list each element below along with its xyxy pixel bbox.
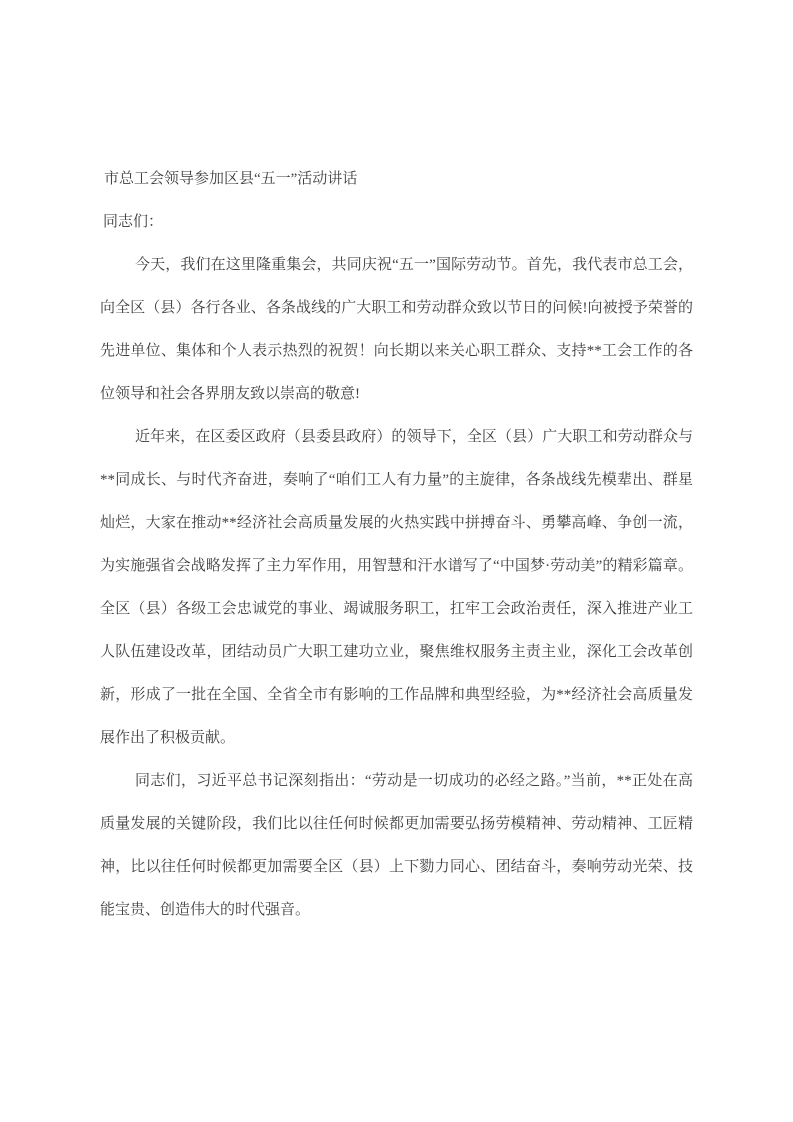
paragraph-3: 同志们，习近平总书记深刻指出：“劳动是一切成功的必经之路。”当前，**正处在高质量发展的关键阶段，我们比以往任何时候都更加需要弘扬劳模精神、劳动精神、工匠精神，比以往任何时候都更加需要全区（县）上下勠力同心、团结奋斗，奏响劳动光荣、技能宝贵、创造伟大的时代强音。 xyxy=(100,773,693,918)
paragraph-1: 今天，我们在这里隆重集会，共同庆祝“五一”国际劳动节。首先，我代表市总工会，向全区（县）各行各业、各条战线的广大职工和劳动群众致以节日的问候!向被授予荣誉的先进单位、集体和个人表示热烈的祝贺！向长期以来关心职工群众、支持**工会工作的各位领导和社会各界朋友致以崇高的敬意! xyxy=(100,257,693,402)
salutation: 同志们： xyxy=(103,214,164,230)
document-content xyxy=(100,158,693,932)
paragraph-2: 近年来，在区委区政府（县委县政府）的领导下，全区（县）广大职工和劳动群众与**同成长、与时代齐奋进，奏响了“咱们工人有力量”的主旋律，各条战线先模辈出、群星灿烂，大家在推动**经济社会高质量发展的火热实践中拼搏奋斗、勇攀高峰、争创一流，为实施强省会战略发挥了主力军作用，用智慧和汗水谱写了“中国梦·劳动美”的精彩篇章。全区（县）各级工会忠诚党的事业、竭诚服务职工，扛牢工会政治责任，深入推进产业工人队伍建设改革，团结动员广大职工建功立业，聚焦维权服务主责主业，深化工会改革创新，形成了一批在全国、全省全市有影响的工作品牌和典型经验，为**经济社会高质量发展作出了积极贡献。 xyxy=(100,429,693,746)
doc-title: 市总工会领导参加区县“五一”活动讲话 xyxy=(104,171,358,187)
